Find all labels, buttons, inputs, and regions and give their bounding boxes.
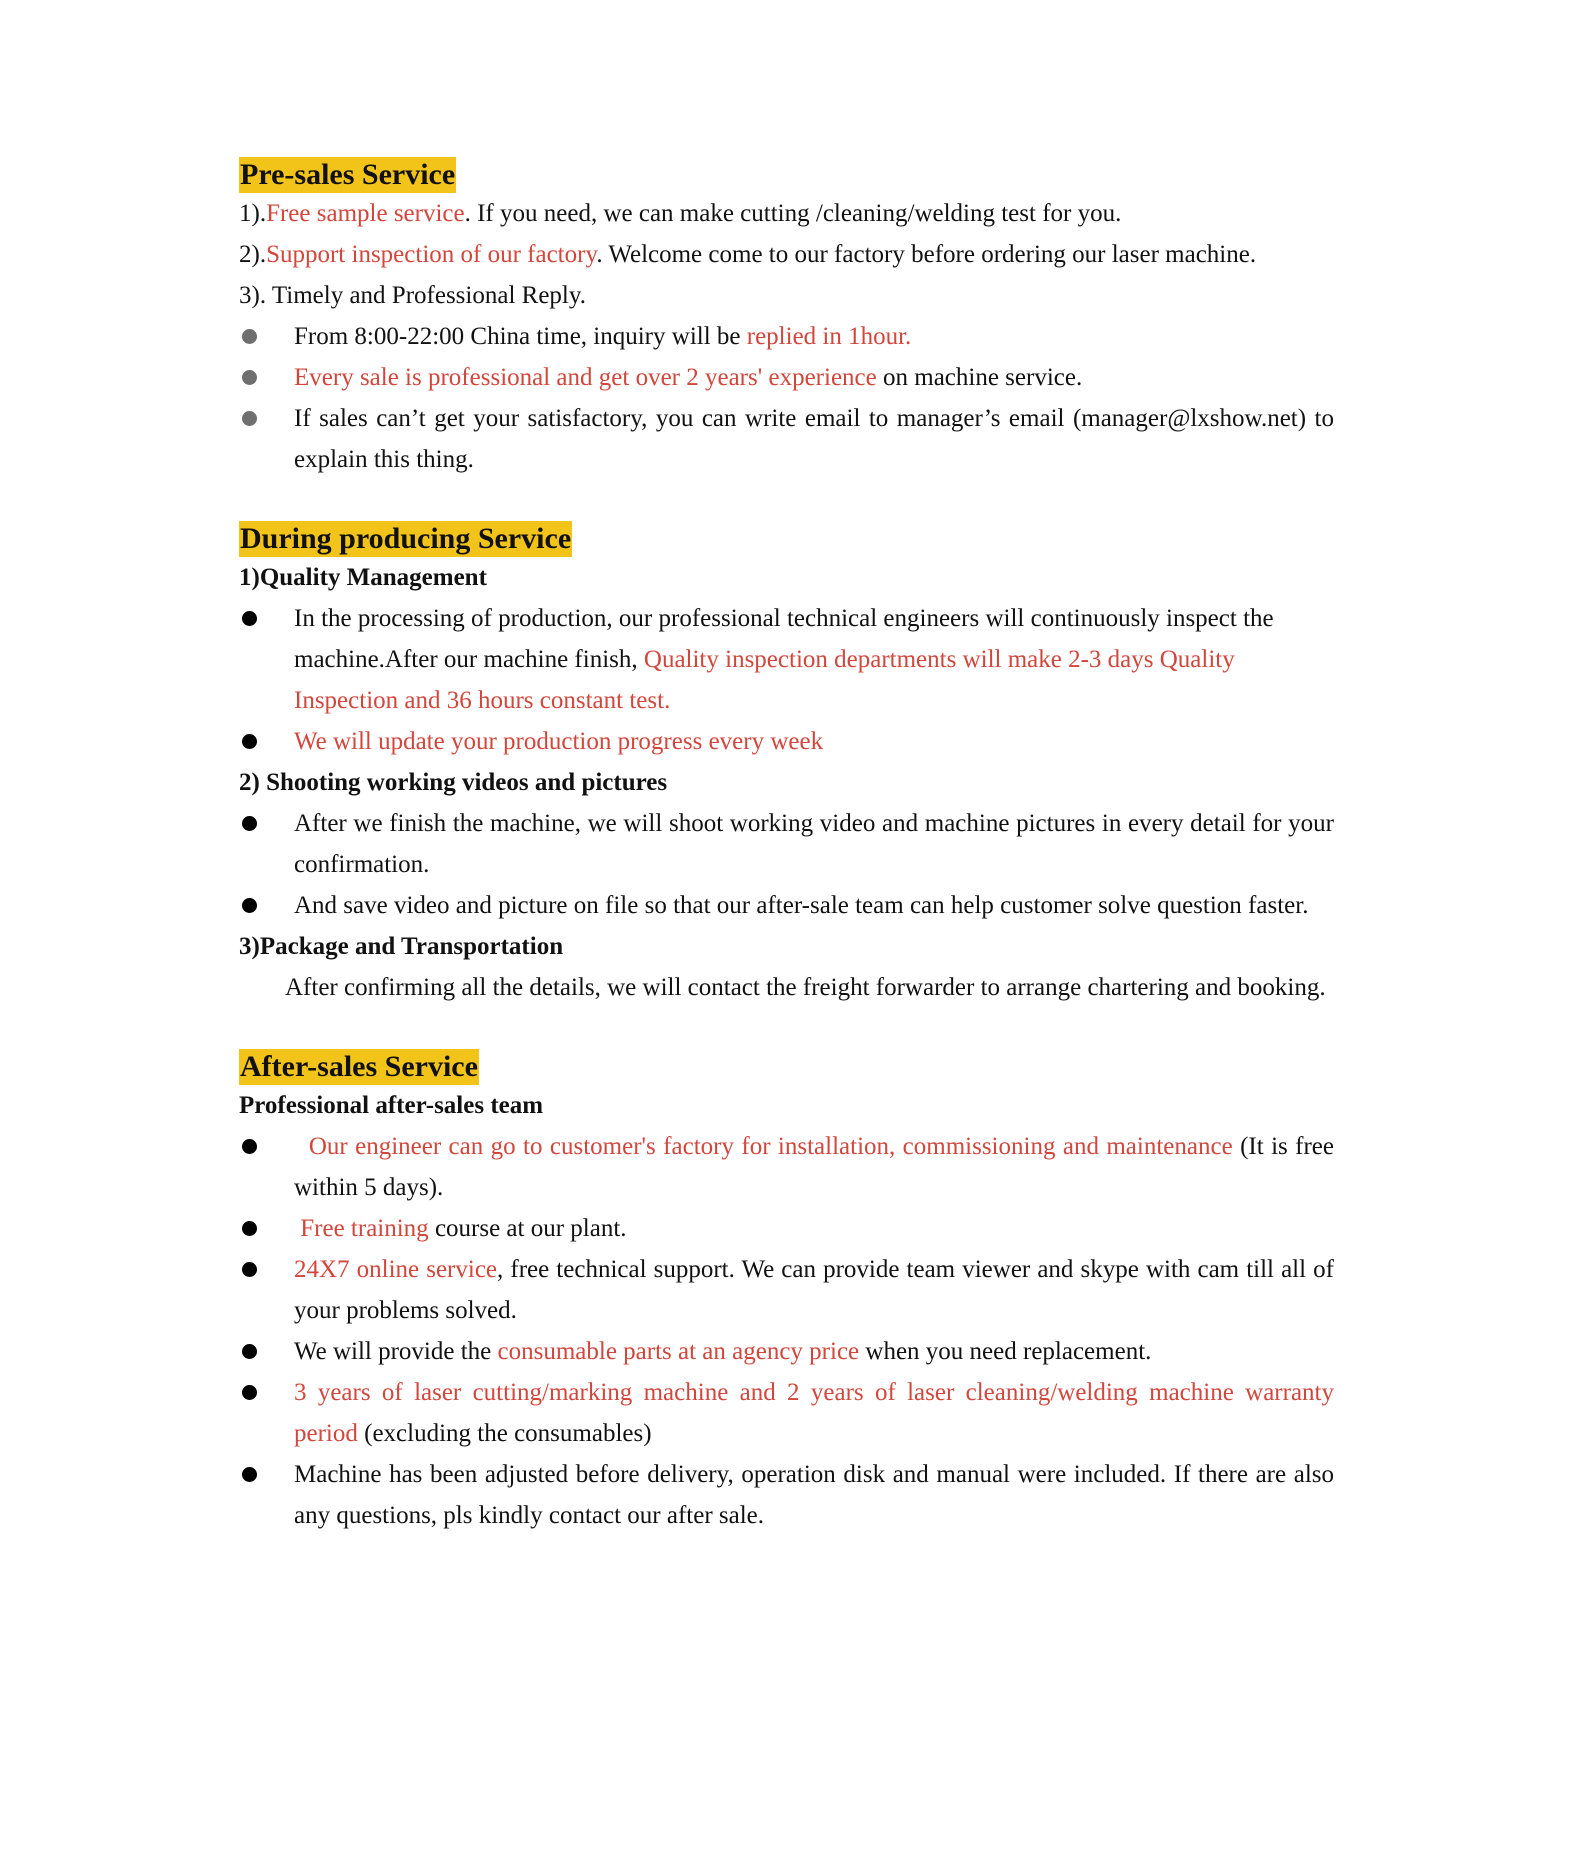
bullet-icon [242,1344,257,1359]
list-item: And save video and picture on file so that our after-sale team can help customer solve question faster. [239,885,1334,926]
pre-sales-item-3: 3). Timely and Professional Reply. [239,282,586,309]
document-page [239,157,1334,1536]
after-sales-team-subheading: Professional after-sales team [239,1092,544,1119]
list-item: From 8:00-22:00 China time, inquiry will be replied in 1hour. [239,316,1334,357]
list-item: Our engineer can go to customer's factory for installation, commissioning and maintenance (It is free within 5 days). [239,1126,1334,1208]
bullet-icon [242,1385,257,1400]
list-item: 3 years of laser cutting/marking machine and 2 years of laser cleaning/welding machine warranty period (excluding the consumables) [239,1372,1334,1454]
list-item: Free training course at our plant. [239,1208,1334,1249]
list-item: We will update your production progress every week [239,721,1334,762]
bullet-icon [242,898,257,913]
pre-sales-item-1: 1).Free sample service. If you need, we can make cutting /cleaning/welding test for you. [239,200,1122,227]
quality-management-subheading: 1)Quality Management [239,564,487,591]
list-item: 24X7 online service, free technical support. We can provide team viewer and skype with cam till all of your problems solved. [239,1249,1334,1331]
bullet-icon [242,1139,257,1154]
bullet-icon [242,1221,257,1236]
list-item: Every sale is professional and get over 2 years' experience on machine service. [239,357,1334,398]
bullet-icon [242,816,257,831]
during-producing-heading: During producing Service [240,522,572,555]
bullet-icon [242,329,257,344]
bullet-icon [242,370,257,385]
bullet-icon [242,734,257,749]
bullet-icon [242,611,257,626]
videos-pictures-subheading: 2) Shooting working videos and pictures [239,769,668,796]
bullet-icon [242,411,257,426]
pre-sales-item-2: 2).Support inspection of our factory. Welcome come to our factory before ordering our laser machine. [239,241,1257,268]
list-item: Machine has been adjusted before delivery, operation disk and manual were included. If there are also any questions, pls kindly contact our after sale. [239,1454,1334,1536]
list-item: After we finish the machine, we will shoot working video and machine pictures in every detail for your confirmation. [239,803,1334,885]
pre-sales-heading: Pre-sales Service [240,158,456,191]
package-transportation-subheading: 3)Package and Transportation [239,933,564,960]
bullet-icon [242,1467,257,1482]
after-sales-heading: After-sales Service [240,1050,478,1083]
list-item: If sales can’t get your satisfactory, you can write email to manager’s email (manager@lxshow.net) to explain this thing. [239,398,1334,480]
package-paragraph: After confirming all the details, we will contact the freight forwarder to arrange chartering and booking. [285,974,1326,1001]
list-item: In the processing of production, our professional technical engineers will continuously inspect the machine.After our machine finish, Quality inspection departments will make 2-3 days Quality Inspection and 36 hours constant test. [239,598,1334,721]
list-item: We will provide the consumable parts at an agency price when you need replacement. [239,1331,1334,1372]
bullet-icon [242,1262,257,1277]
